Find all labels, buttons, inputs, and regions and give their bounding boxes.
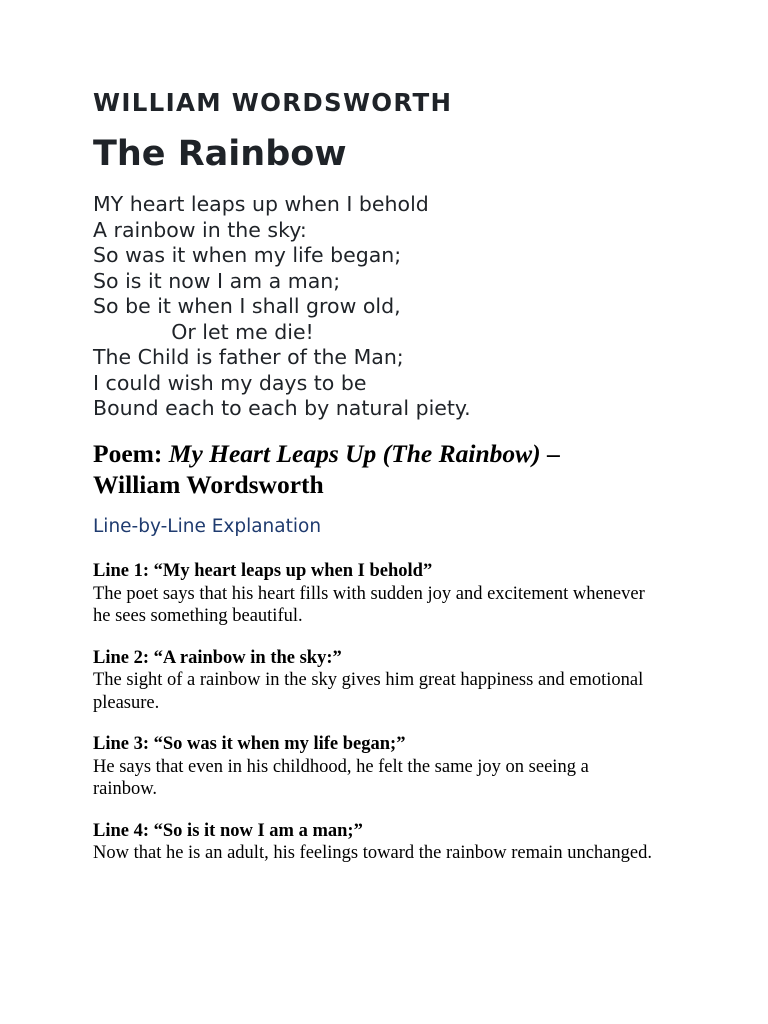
explanation-item	[93, 820, 653, 865]
poem-line: Bound each to each by natural piety.	[93, 396, 471, 420]
poem-heading	[93, 438, 653, 500]
poem-line: So was it when my life began;	[93, 243, 402, 267]
poem-line: MY heart leaps up when I behold	[93, 192, 429, 216]
explanation-body: He says that even in his childhood, he felt the same joy on seeing a rainbow.	[93, 756, 589, 799]
explanation-heading: Line 4: “So is it now I am a man;”	[93, 820, 363, 841]
explanation-item	[93, 560, 653, 628]
explanation-item	[93, 733, 653, 801]
explanation-item	[93, 647, 653, 715]
author-name: WILLIAM WORDSWORTH	[93, 88, 453, 117]
poem-line: So is it now I am a man;	[93, 268, 341, 293]
poem-heading-suffix: – William Wordsworth	[93, 439, 560, 499]
poem-line: A rainbow in the sky:	[93, 217, 307, 242]
poem-line: I could wish my days to be	[93, 370, 367, 395]
explanation-heading: Line 3: “So was it when my life began;”	[93, 734, 406, 754]
poem-heading-title: My Heart Leaps Up (The Rainbow)	[168, 439, 541, 468]
section-subheading: Line-by-Line Explanation	[93, 516, 322, 537]
poem-text	[93, 192, 471, 422]
explanations-list	[93, 560, 653, 884]
explanation-body: Now that he is an adult, his feelings toward the rainbow remain unchanged.	[93, 843, 652, 863]
poem-title: The Rainbow	[93, 134, 347, 174]
poem-line: Or let me die!	[93, 319, 314, 344]
explanation-heading: Line 2: “A rainbow in the sky:”	[93, 647, 342, 668]
poem-heading-prefix: Poem:	[93, 439, 169, 468]
explanation-body: The poet says that his heart fills with sudden joy and excitement whenever he sees something beautiful.	[93, 583, 645, 626]
explanation-heading: Line 1: “My heart leaps up when I behold”	[93, 561, 433, 581]
explanation-body: The sight of a rainbow in the sky gives him great happiness and emotional pleasure.	[93, 670, 644, 713]
poem-line: The Child is father of the Man;	[93, 345, 404, 369]
poem-line: So be it when I shall grow old,	[93, 294, 401, 318]
